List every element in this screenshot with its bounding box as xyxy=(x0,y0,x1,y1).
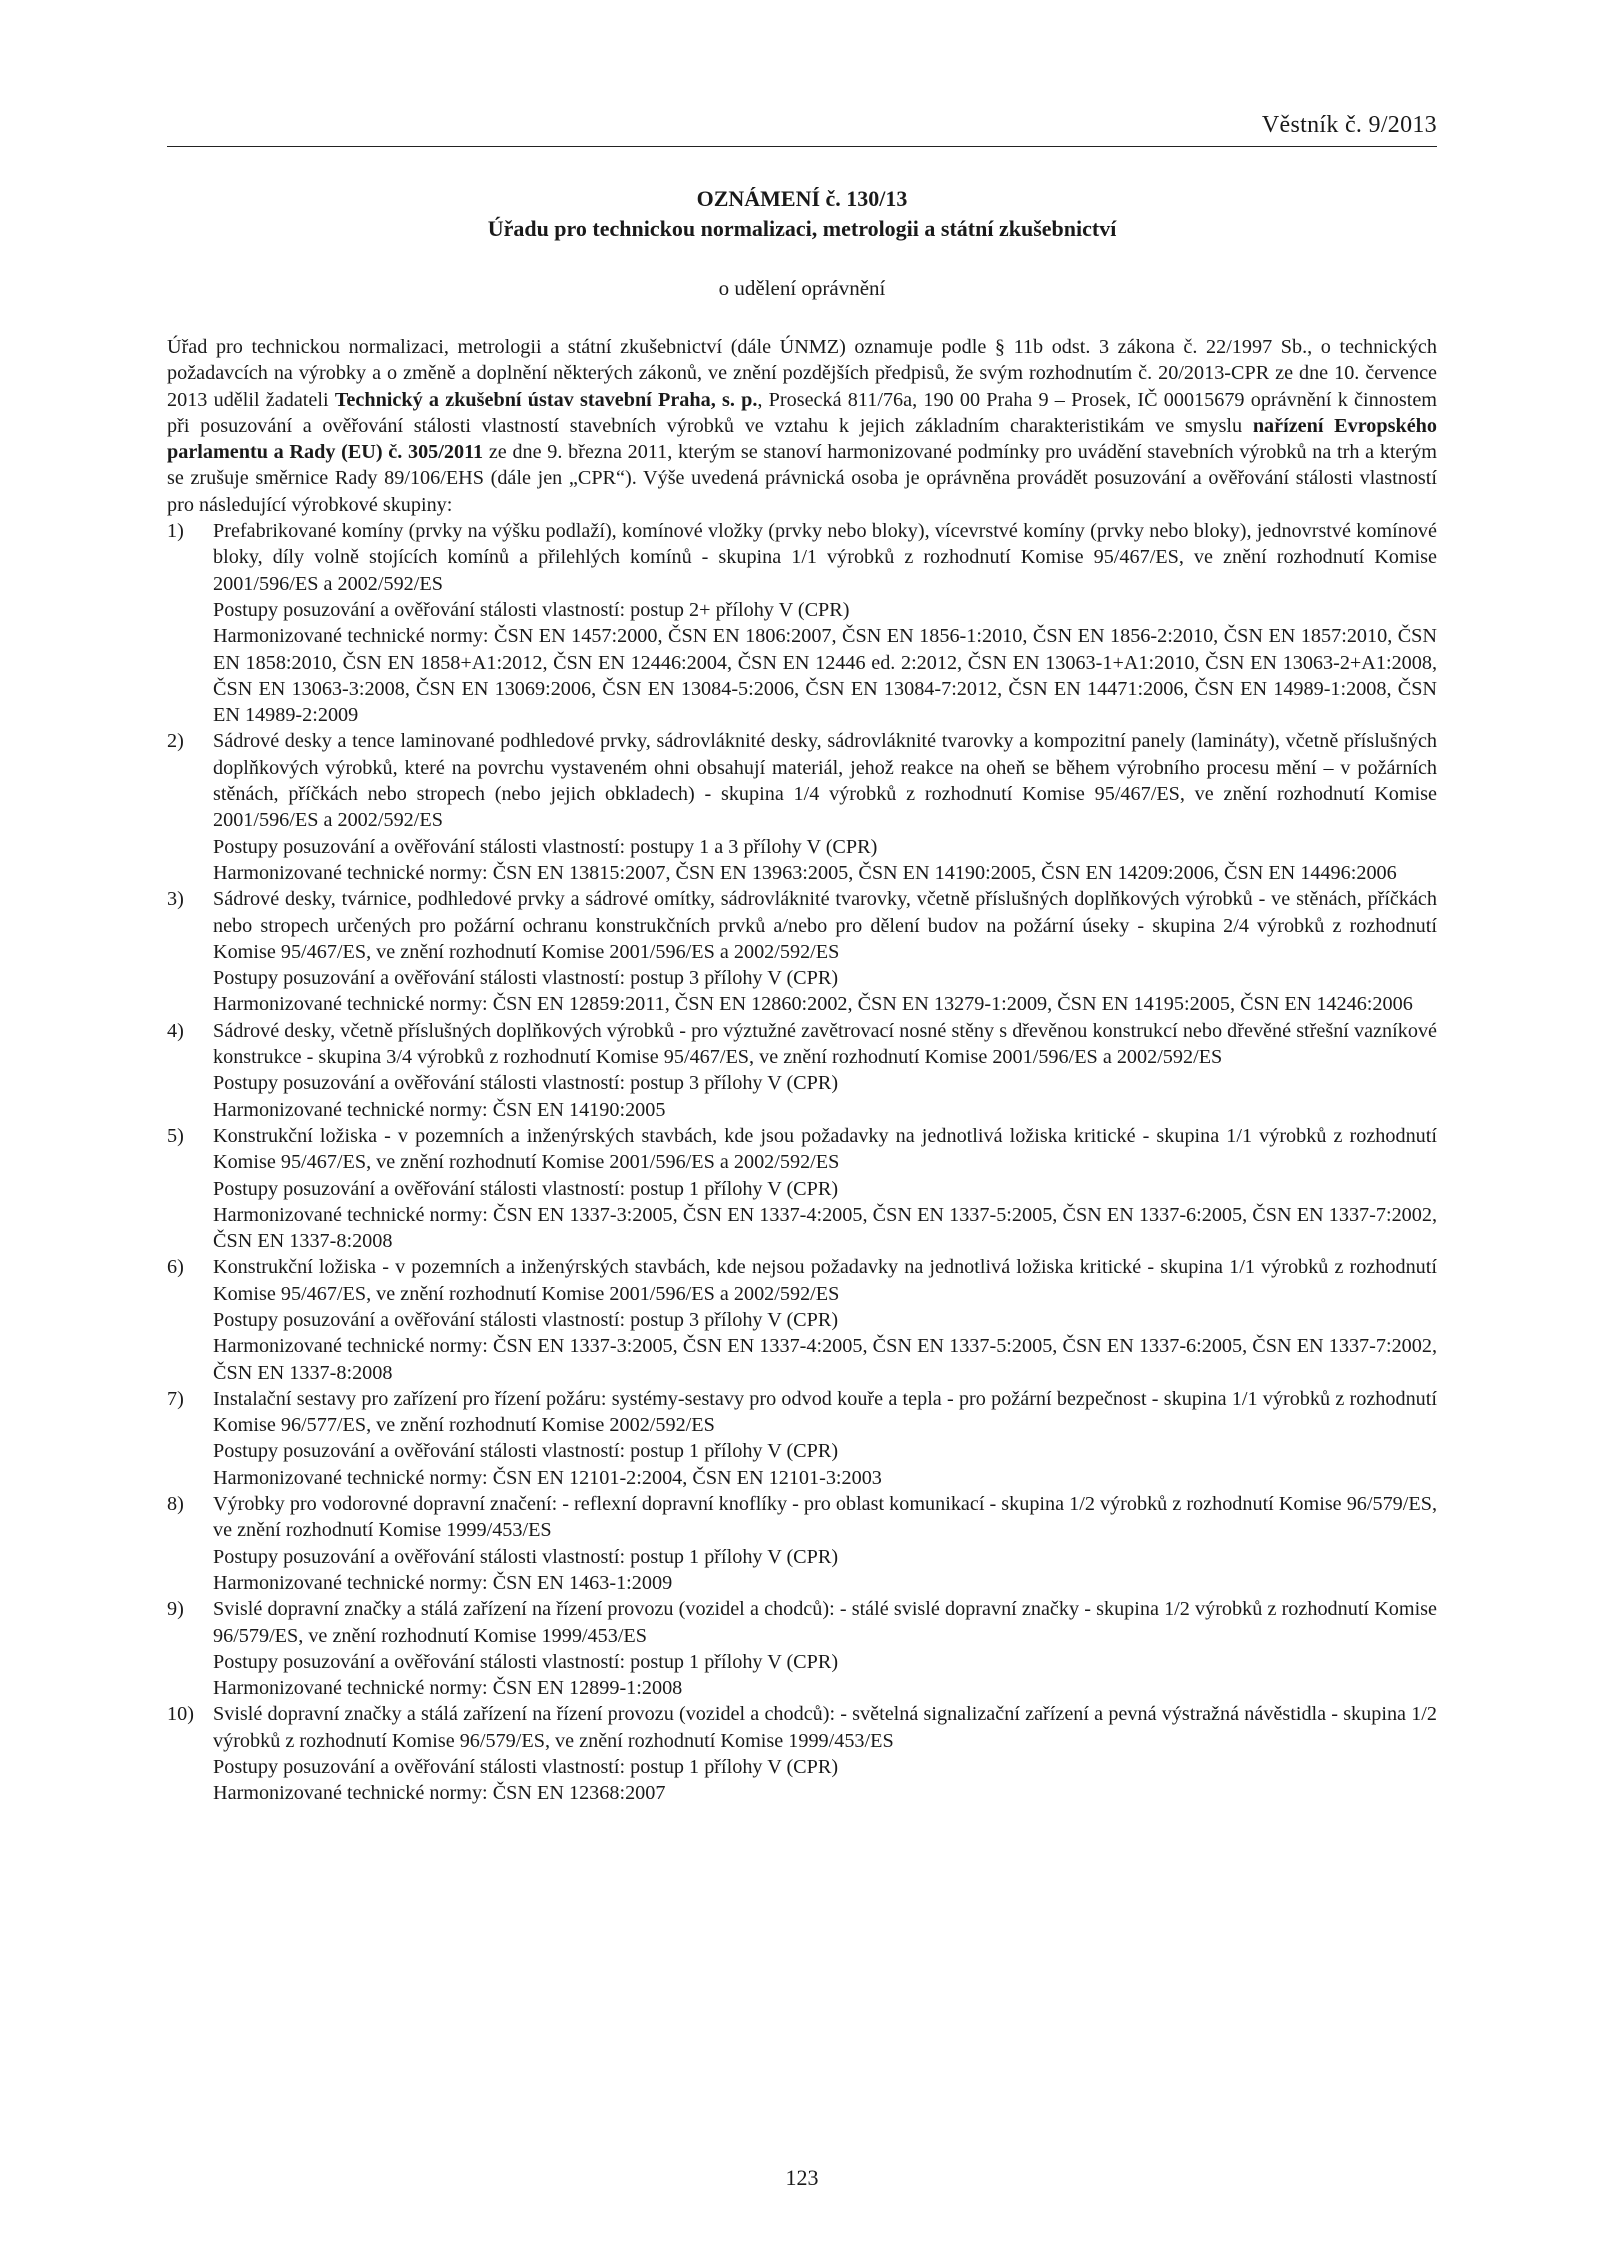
list-number: 9) xyxy=(167,1598,184,1621)
list-number: 2) xyxy=(167,730,184,753)
announcement-title: OZNÁMENÍ č. 130/13 xyxy=(696,186,908,211)
group-procedure: Postupy posuzování a ověřování stálosti vlastností: postup 1 přílohy V (CPR) xyxy=(213,1650,839,1673)
group-procedure: Postupy posuzování a ověřování stálosti vlastností: postup 3 přílohy V (CPR) xyxy=(213,1308,839,1331)
group-norms: Harmonizované technické normy: ČSN EN 1457:2000, ČSN EN 1806:2007, ČSN EN 1856-1:2010, ČSN EN 1856-2:2010, ČSN EN 1857:2010, ČSN EN 1858:2010, ČSN EN 1858+A1:2012, ČSN EN 12446:2004, ČSN EN 12446 ed. 2:2012, ČSN EN 13063-1+A1:2010, ČSN EN 13063-2+A1:2008, ČSN EN 13063-3:2008, ČSN EN 13069:2006, ČSN EN 13084-5:2006, ČSN EN 13084-7:2012, ČSN EN 14471:2006, ČSN EN 14989-1:2008, ČSN EN 14989-2:2009 xyxy=(213,625,1437,727)
group-procedure: Postupy posuzování a ověřování stálosti vlastností: postupy 1 a 3 přílohy V (CPR) xyxy=(213,835,878,858)
announcement-subject: o udělení oprávnění xyxy=(718,276,886,300)
list-number: 7) xyxy=(167,1387,184,1410)
group-procedure: Postupy posuzování a ověřování stálosti vlastností: postup 3 přílohy V (CPR) xyxy=(213,1072,839,1095)
list-item xyxy=(167,1123,1437,1254)
intro-paragraph xyxy=(167,334,1437,518)
list-number: 10) xyxy=(167,1703,194,1726)
group-norms: Harmonizované technické normy: ČSN EN 1337-3:2005, ČSN EN 1337-4:2005, ČSN EN 1337-5:2005, ČSN EN 1337-6:2005, ČSN EN 1337-7:2002, ČSN EN 1337-8:2008 xyxy=(213,1335,1437,1384)
group-description: Sádrové desky, tvárnice, podhledové prvky a sádrové omítky, sádrovláknité tvarovky, včetně příslušných doplňkových výrobků - ve stěnách, příčkách nebo stropech určených pro požární ochranu konstrukčních prvků a/nebo pro dělení budov na požární úseky - skupina 2/4 výrobků z rozhodnutí Komise 95/467/ES, ve znění rozhodnutí Komise 2001/596/ES a 2002/592/ES xyxy=(213,888,1437,963)
group-procedure: Postupy posuzování a ověřování stálosti vlastností: postup 3 přílohy V (CPR) xyxy=(213,967,839,990)
group-description: Svislé dopravní značky a stálá zařízení na řízení provozu (vozidel a chodců): - světelná signalizační zařízení a pevná výstražná návěstidla - skupina 1/2 výrobků z rozhodnutí Komise 96/579/ES, ve znění rozhodnutí Komise 1999/453/ES xyxy=(213,1703,1437,1752)
intro-text-1: Úřad pro technickou normalizaci, metrologii a státní zkušebnictví (dále ÚNMZ) oznamuje podle § 11b odst. 3 zákona č. 22/1997 Sb., o technických požadavcích na výrobky a o změně a doplnění některých zákonů, ve znění pozdějších předpisů, že svým rozhodnutím č. 20/2013-CPR ze dne 10. července 2013 udělil žadateli xyxy=(167,336,1437,411)
group-norms: Harmonizované technické normy: ČSN EN 14190:2005 xyxy=(213,1098,666,1121)
group-description: Sádrové desky, včetně příslušných doplňkových výrobků - pro výztužné zavětrovací nosné stěny s dřevěnou konstrukcí nebo dřevěné střešní vazníkové konstrukce - skupina 3/4 výrobků z rozhodnutí Komise 95/467/ES, ve znění rozhodnutí Komise 2001/596/ES a 2002/592/ES xyxy=(213,1019,1437,1069)
group-procedure: Postupy posuzování a ověřování stálosti vlastností: postup 1 přílohy V (CPR) xyxy=(213,1756,839,1779)
intro-text-3: ze dne 9. března 2011, kterým se stanoví harmonizované podmínky pro uvádění stavebních výrobků na trh a kterým se zrušuje směrnice Rady 89/106/EHS (dále jen „CPR“). Výše uvedená právnická osoba je oprávněna provádět posuzování a ověřování stálosti vlastností pro následující výrobkové skupiny: xyxy=(167,441,1437,516)
group-description: Sádrové desky a tence laminované podhledové prvky, sádrovláknité desky, sádrovláknité tvarovky a kompozitní panely (lamináty), včetně příslušných doplňkových výrobků, které na povrchu vystaveném ohni obsahují materiál, jehož reakce na oheň se během výrobního procesu mění – v požárních stěnách, příčkách nebo stropech (nebo jejich obkladech) - skupina 1/4 výrobků z rozhodnutí Komise 95/467/ES, ve znění rozhodnutí Komise 2001/596/ES a 2002/592/ES xyxy=(213,730,1437,832)
header-rule xyxy=(167,146,1437,147)
group-procedure: Postupy posuzování a ověřování stálosti vlastností: postup 1 přílohy V (CPR) xyxy=(213,1440,839,1463)
document-body xyxy=(167,334,1437,1807)
group-description: Konstrukční ložiska - v pozemních a inženýrských stavbách, kde nejsou požadavky na jednotlivá ložiska kritické - skupina 1/1 výrobků z rozhodnutí Komise 95/467/ES, ve znění rozhodnutí Komise 2001/596/ES a 2002/592/ES xyxy=(213,1256,1437,1305)
group-description: Prefabrikované komíny (prvky na výšku podlaží), komínové vložky (prvky nebo bloky), vícevrstvé komíny (prvky nebo bloky), jednovrstvé komínové bloky, díly volně stojících komínů a přilehlých komínů - skupina 1/1 výrobků z rozhodnutí Komise 95/467/ES, ve znění rozhodnutí Komise 2001/596/ES a 2002/592/ES xyxy=(213,520,1437,595)
group-procedure: Postupy posuzování a ověřování stálosti vlastností: postup 2+ přílohy V (CPR) xyxy=(213,598,850,621)
group-description: Instalační sestavy pro zařízení pro řízení požáru: systémy-sestavy pro odvod kouře a tepla - pro požární bezpečnost - skupina 1/1 výrobků z rozhodnutí Komise 96/577/ES, ve znění rozhodnutí Komise 2002/592/ES xyxy=(213,1387,1437,1437)
page-number: 123 xyxy=(785,2165,819,2190)
list-item xyxy=(167,728,1437,886)
applicant-name: Technický a zkušební ústav stavební Praha, s. p. xyxy=(334,388,758,411)
list-number: 6) xyxy=(167,1256,184,1279)
group-norms: Harmonizované technické normy: ČSN EN 13815:2007, ČSN EN 13963:2005, ČSN EN 14190:2005, ČSN EN 14209:2006, ČSN EN 14496:2006 xyxy=(213,861,1397,884)
list-number: 4) xyxy=(167,1019,184,1042)
product-group-list xyxy=(167,518,1437,1807)
list-item xyxy=(167,1596,1437,1701)
group-norms: Harmonizované technické normy: ČSN EN 12368:2007 xyxy=(213,1782,666,1805)
group-norms: Harmonizované technické normy: ČSN EN 1463-1:2009 xyxy=(213,1571,673,1594)
list-number: 1) xyxy=(167,520,184,543)
list-number: 3) xyxy=(167,888,184,911)
group-description: Svislé dopravní značky a stálá zařízení na řízení provozu (vozidel a chodců): - stálé svislé dopravní značky - skupina 1/2 výrobků z rozhodnutí Komise 96/579/ES, ve znění rozhodnutí Komise 1999/453/ES xyxy=(213,1598,1437,1647)
list-number: 5) xyxy=(167,1124,184,1147)
intro-text-2: , Prosecká 811/76a, 190 00 Praha 9 – Prosek, IČ 00015679 oprávnění k činnostem při posuzování a ověřování stálosti vlastností stavebních výrobků ve vztahu k jejich základním charakteristikám ve smyslu xyxy=(167,388,1437,437)
group-norms: Harmonizované technické normy: ČSN EN 12101-2:2004, ČSN EN 12101-3:2003 xyxy=(213,1466,882,1489)
list-item xyxy=(167,1386,1437,1491)
group-procedure: Postupy posuzování a ověřování stálosti vlastností: postup 1 přílohy V (CPR) xyxy=(213,1177,839,1200)
group-norms: Harmonizované technické normy: ČSN EN 12899-1:2008 xyxy=(213,1677,683,1700)
journal-header: Věstník č. 9/2013 xyxy=(1261,112,1437,138)
group-description: Konstrukční ložiska - v pozemních a inženýrských stavbách, kde jsou požadavky na jednotlivá ložiska kritické - skupina 1/1 výrobků z rozhodnutí Komise 95/467/ES, ve znění rozhodnutí Komise 2001/596/ES a 2002/592/ES xyxy=(213,1124,1437,1174)
list-item xyxy=(167,518,1437,728)
list-item xyxy=(167,1254,1437,1385)
list-item xyxy=(167,1491,1437,1596)
list-item xyxy=(167,1701,1437,1806)
group-procedure: Postupy posuzování a ověřování stálosti vlastností: postup 1 přílohy V (CPR) xyxy=(213,1545,839,1568)
list-number: 8) xyxy=(167,1493,184,1516)
group-norms: Harmonizované technické normy: ČSN EN 12859:2011, ČSN EN 12860:2002, ČSN EN 13279-1:2009, ČSN EN 14195:2005, ČSN EN 14246:2006 xyxy=(213,993,1413,1016)
list-item xyxy=(167,886,1437,1017)
group-description: Výrobky pro vodorovné dopravní značení: - reflexní dopravní knoflíky - pro oblast komunikací - skupina 1/2 výrobků z rozhodnutí Komise 96/579/ES, ve znění rozhodnutí Komise 1999/453/ES xyxy=(213,1493,1437,1542)
list-item xyxy=(167,1018,1437,1123)
issuing-office: Úřadu pro technickou normalizaci, metrologii a státní zkušebnictví xyxy=(487,216,1117,241)
group-norms: Harmonizované technické normy: ČSN EN 1337-3:2005, ČSN EN 1337-4:2005, ČSN EN 1337-5:2005, ČSN EN 1337-6:2005, ČSN EN 1337-7:2002, ČSN EN 1337-8:2008 xyxy=(213,1203,1437,1253)
regulation-reference: nařízení Evropského parlamentu a Rady (EU) č. 305/2011 xyxy=(167,414,1437,464)
